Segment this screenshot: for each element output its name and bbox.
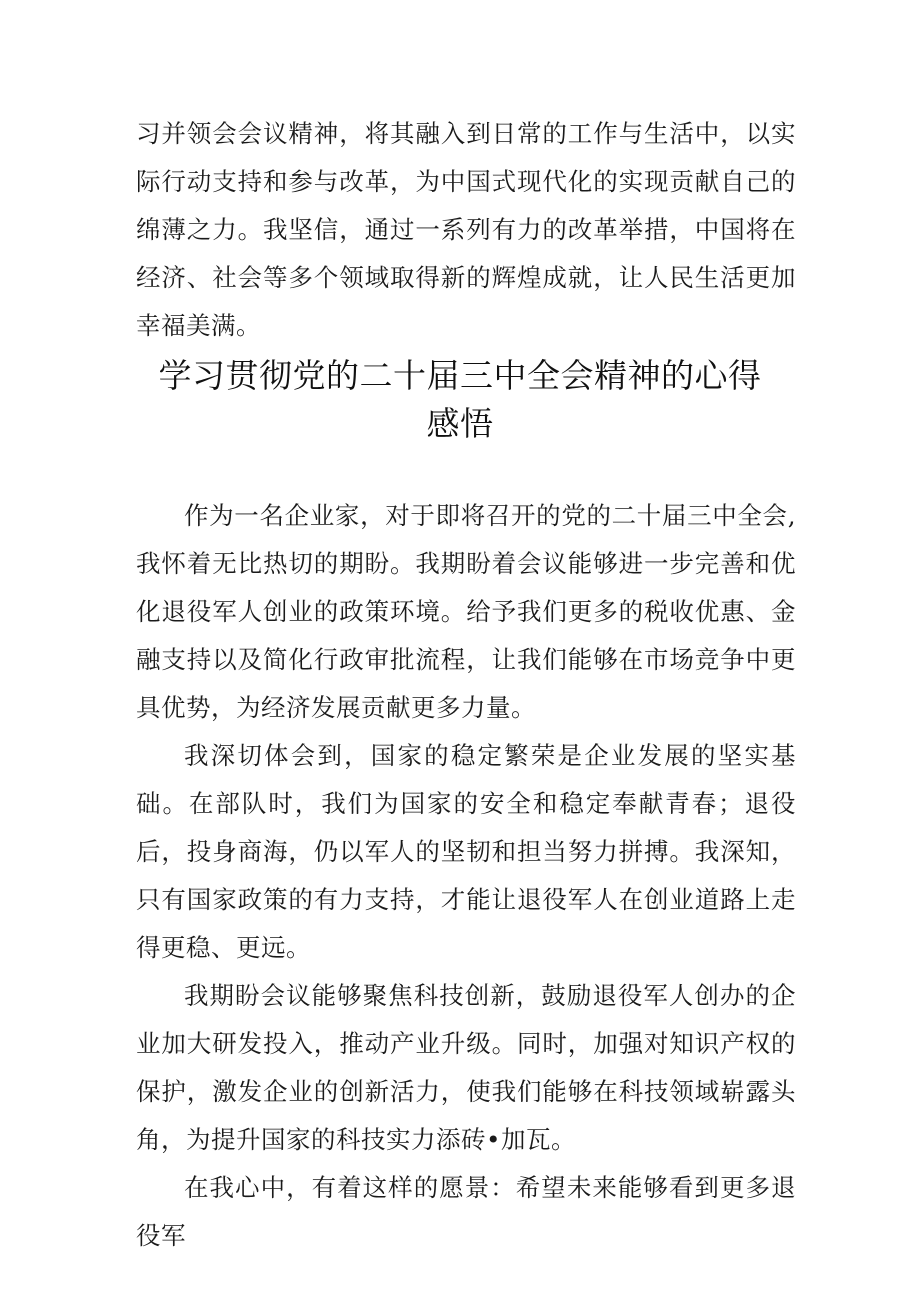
article-title-line-1: 学习贯彻党的二十届三中全会精神的心得	[158, 356, 762, 395]
previous-section-paragraph: 习并领会会议精神，将其融入到日常的工作与生活中，以实际行动支持和参与改革，为中国式现代化的实现贡献自己的绵薄之力。我坚信，通过一系列有力的改革举措，中国将在经济、社会等多个领域取得新的辉煌成就，让人民生活更加幸福美满。	[136, 119, 796, 340]
body-paragraph-4: 在我心中，有着这样的愿景：希望未来能够看到更多退役军	[136, 1173, 796, 1250]
previous-section	[136, 110, 796, 350]
body-paragraph-2: 我深切体会到，国家的稳定繁荣是企业发展的坚实基础。在部队时，我们为国家的安全和稳定奉献青春；退役后，投身商海，仍以军人的坚韧和担当努力拼搏。我深知，只有国家政策的有力支持，才能让退役军人在创业道路上走得更稳、更远。	[136, 741, 796, 962]
body-paragraph-1: 作为一名企业家，对于即将召开的党的二十届三中全会,我怀着无比热切的期盼。我期盼着会议能够进一步完善和优化退役军人创业的政策环境。给予我们更多的税收优惠、金融支持以及简化行政审批流程，让我们能够在市场竞争中更具优势，为经济发展贡献更多力量。	[136, 501, 796, 722]
article-body	[136, 492, 796, 1260]
body-paragraph-3: 我期盼会议能够聚焦科技创新，鼓励退役军人创办的企业加大研发投入，推动产业升级。同时，加强对知识产权的保护，激发企业的创新活力，使我们能够在科技领域崭露头角，为提升国家的科技实力添砖•加瓦。	[136, 981, 796, 1154]
article-title	[120, 352, 800, 448]
article-title-line-2: 感悟	[426, 404, 494, 443]
